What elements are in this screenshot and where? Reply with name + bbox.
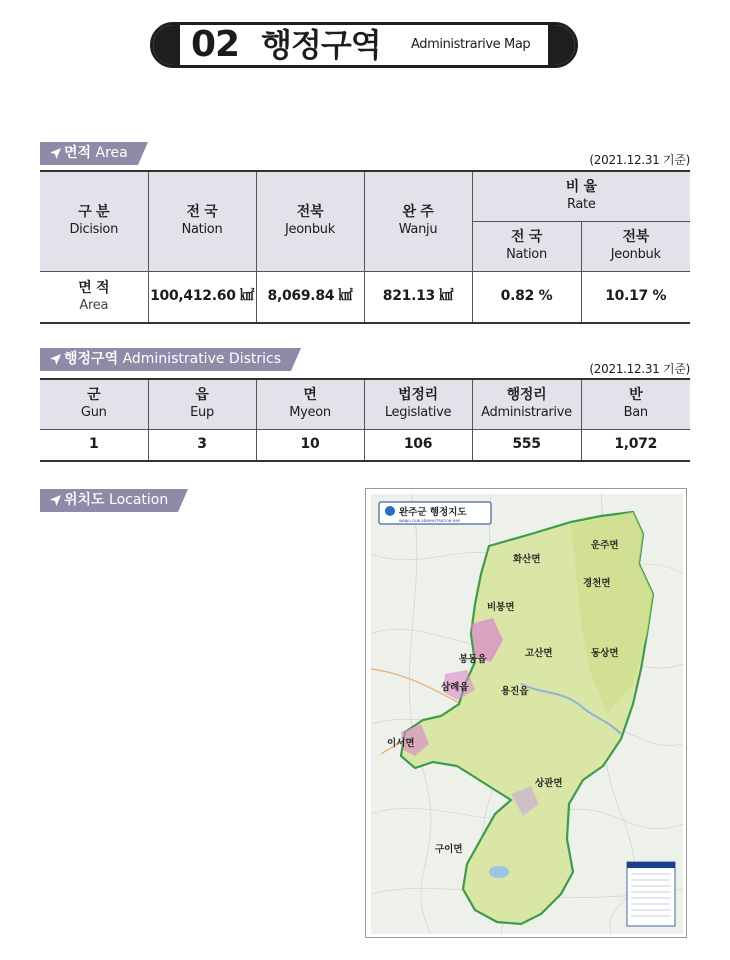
legislative-count: 106 <box>364 429 472 461</box>
header-division: 구 분 Dicision <box>40 171 148 271</box>
location-tag-kr: 위치도 <box>64 492 105 508</box>
rate-jeonbuk-value: 10.17 % <box>581 271 690 323</box>
wanju-logo-icon <box>385 506 395 516</box>
reservoir <box>489 866 509 878</box>
area-date-note: (2021.12.31 기준) <box>589 153 690 167</box>
header-eup: 읍 Eup <box>148 379 256 429</box>
area-tag-en: Area <box>95 145 128 161</box>
label-gui: 구이면 <box>435 844 463 855</box>
rate-nation-value: 0.82 % <box>472 271 581 323</box>
label-iseo: 이서면 <box>387 738 415 749</box>
header-jeonbuk: 전북 Jeonbuk <box>256 171 364 271</box>
table-row <box>40 271 690 323</box>
header-rate: 비 율 Rate <box>472 171 690 221</box>
header-legislative: 법정리 Legislative <box>364 379 472 429</box>
administrative-count: 555 <box>472 429 581 461</box>
header-wanju: 완 주 Wanju <box>364 171 472 271</box>
area-table <box>40 170 690 324</box>
label-unju: 운주면 <box>591 540 619 551</box>
admin-tag-kr: 행정구역 <box>64 351 119 367</box>
administrative-map <box>365 488 687 938</box>
admin-tag-en: Administrative Districs <box>122 351 282 367</box>
location-section-tag <box>40 489 178 512</box>
map-image <box>371 494 683 934</box>
header-administrative: 행정리 Administrarive <box>472 379 581 429</box>
header-rate-nation: 전 국 Nation <box>472 221 581 271</box>
header-myeon: 면 Myeon <box>256 379 364 429</box>
table-row <box>40 429 690 461</box>
map-title: 완주군 행정지도 <box>399 507 467 518</box>
admin-date-note: (2021.12.31 기준) <box>589 362 690 376</box>
page-subtitle: Administrarive Map <box>411 37 531 52</box>
location-tag-en: Location <box>109 492 169 508</box>
area-tag-kr: 면적 <box>64 145 92 161</box>
page-title: 행정구역 <box>261 26 381 64</box>
map-subtitle: WANJU-GUN ADMINISTRATION MAP <box>399 519 461 523</box>
label-yongjin: 용진읍 <box>501 686 529 697</box>
area-nation-value: 100,412.60 ㎢ <box>148 271 256 323</box>
row-label: 면 적 Area <box>40 271 148 323</box>
gun-count: 1 <box>40 429 148 461</box>
area-wanju-value: 821.13 ㎢ <box>364 271 472 323</box>
header-nation: 전 국 Nation <box>148 171 256 271</box>
map-legend-header <box>627 862 675 868</box>
map-legend <box>627 862 675 926</box>
location-arrow-icon <box>49 142 64 168</box>
label-samrye: 삼례읍 <box>441 682 469 693</box>
label-gosan: 고산면 <box>525 648 553 659</box>
header-gun: 군 Gun <box>40 379 148 429</box>
admin-section-tag <box>40 348 291 371</box>
label-dongsang: 동상면 <box>591 648 619 659</box>
area-section-tag <box>40 142 138 165</box>
header-ban: 반 Ban <box>581 379 690 429</box>
area-jeonbuk-value: 8,069.84 ㎢ <box>256 271 364 323</box>
label-hwasan: 화산면 <box>513 554 541 565</box>
label-sanggwan: 상관면 <box>535 778 563 789</box>
page-title-banner <box>150 22 578 68</box>
section-number: 02 <box>191 24 240 65</box>
header-rate-jeonbuk: 전북 Jeonbuk <box>581 221 690 271</box>
label-gyeongcheon: 경천면 <box>583 578 611 589</box>
eup-count: 3 <box>148 429 256 461</box>
label-bongdong: 봉동읍 <box>459 654 487 665</box>
myeon-count: 10 <box>256 429 364 461</box>
location-arrow-icon <box>49 348 64 374</box>
location-arrow-icon <box>49 489 64 515</box>
admin-district-table <box>40 378 690 462</box>
label-bibong: 비봉면 <box>487 602 515 613</box>
ban-count: 1,072 <box>581 429 690 461</box>
